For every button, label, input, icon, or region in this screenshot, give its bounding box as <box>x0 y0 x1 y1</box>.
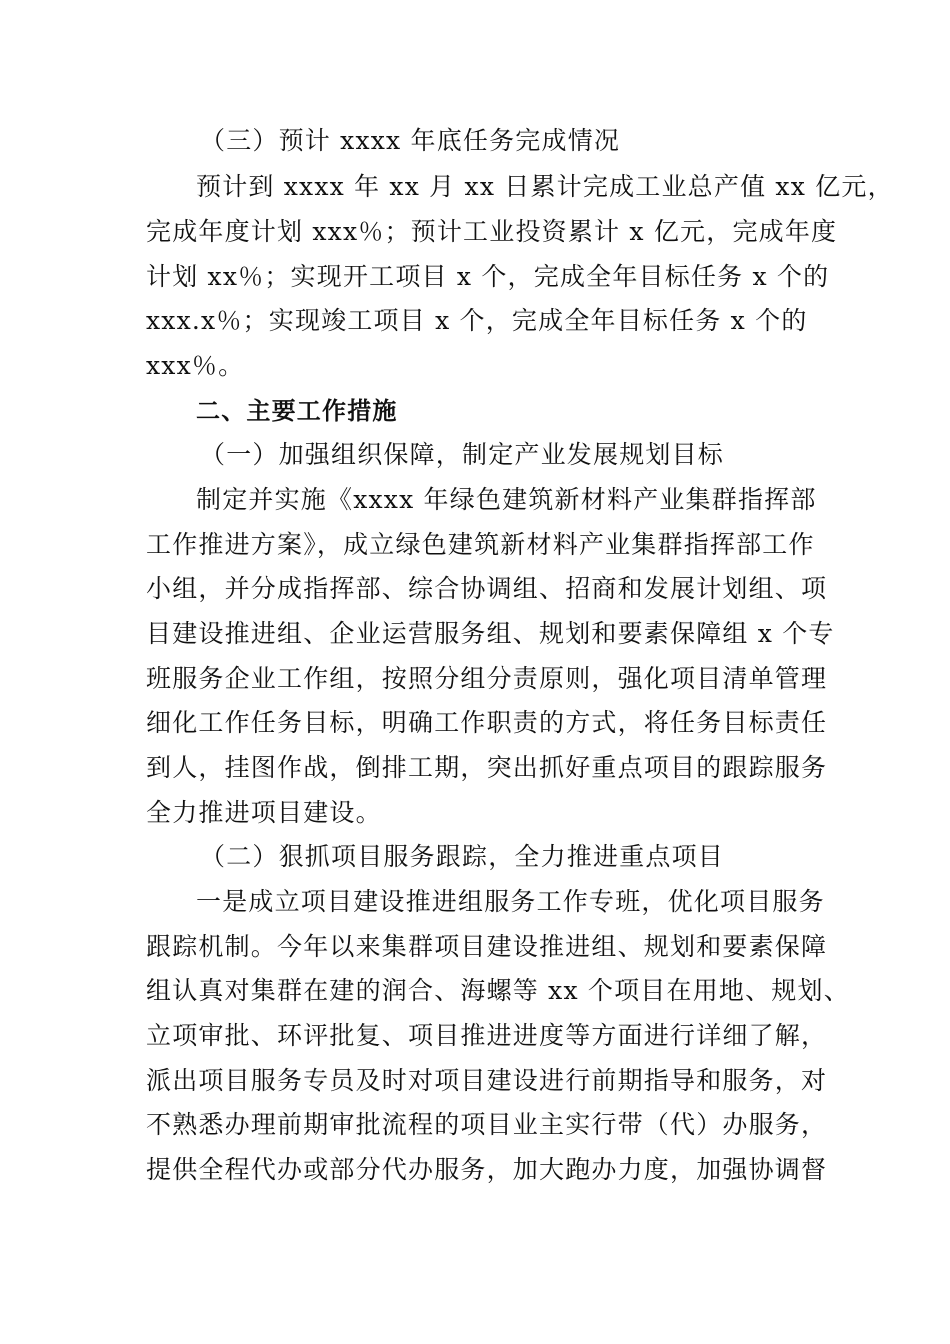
paragraph-line: xxx.x％；实现竣工项目 x 个，完成全年目标任务 x 个的 <box>146 306 808 335</box>
paragraph-line: 制定并实施《xxxx 年绿色建筑新材料产业集群指挥部 <box>196 485 817 514</box>
part-2-heading: 二、主要工作措施 <box>196 397 398 425</box>
section-3-heading: （三）预计 xxxx 年底任务完成情况 <box>200 126 621 155</box>
paragraph-line: 立项审批、环评批复、项目推进进度等方面进行详细了解， <box>146 1021 828 1050</box>
paragraph-line: 目建设推进组、企业运营服务组、规划和要素保障组 x 个专 <box>146 619 835 648</box>
paragraph-line: 跟踪机制。今年以来集群项目建设推进组、规划和要素保障 <box>146 932 828 961</box>
paragraph-line: 派出项目服务专员及时对项目建设进行前期指导和服务，对 <box>146 1066 828 1095</box>
paragraph-line: 不熟悉办理前期审批流程的项目业主实行带（代）办服务， <box>146 1110 828 1139</box>
sub-1-heading: （一）加强组织保障，制定产业发展规划目标 <box>200 440 725 469</box>
paragraph-line: 组认真对集群在建的润合、海螺等 xx 个项目在用地、规划、 <box>146 976 850 1005</box>
paragraph-line: 完成年度计划 xxx％；预计工业投资累计 x 亿元，完成年度 <box>146 217 838 246</box>
paragraph-line: 小组，并分成指挥部、综合协调组、招商和发展计划组、项 <box>146 574 828 603</box>
paragraph-line: 到人，挂图作战，倒排工期，突出抓好重点项目的跟踪服务 <box>146 753 828 782</box>
paragraph-line: 细化工作任务目标，明确工作职责的方式，将任务目标责任 <box>146 708 828 737</box>
paragraph-line: 计划 xx％；实现开工项目 x 个，完成全年目标任务 x 个的 <box>146 262 830 291</box>
paragraph-line: 一是成立项目建设推进组服务工作专班，优化项目服务 <box>196 887 825 916</box>
paragraph-line: 提供全程代办或部分代办服务，加大跑办力度，加强协调督 <box>146 1155 828 1184</box>
paragraph-line: 班服务企业工作组，按照分组分责原则，强化项目清单管理 <box>146 664 828 693</box>
paragraph-line: 预计到 xxxx 年 xx 月 xx 日累计完成工业总产值 xx 亿元， <box>196 172 894 201</box>
sub-2-heading: （二）狠抓项目服务跟踪，全力推进重点项目 <box>200 842 725 871</box>
paragraph-line: xxx％。 <box>146 351 245 380</box>
paragraph-line: 工作推进方案》，成立绿色建筑新材料产业集群指挥部工作 <box>146 530 815 559</box>
paragraph-line: 全力推进项目建设。 <box>146 798 382 827</box>
